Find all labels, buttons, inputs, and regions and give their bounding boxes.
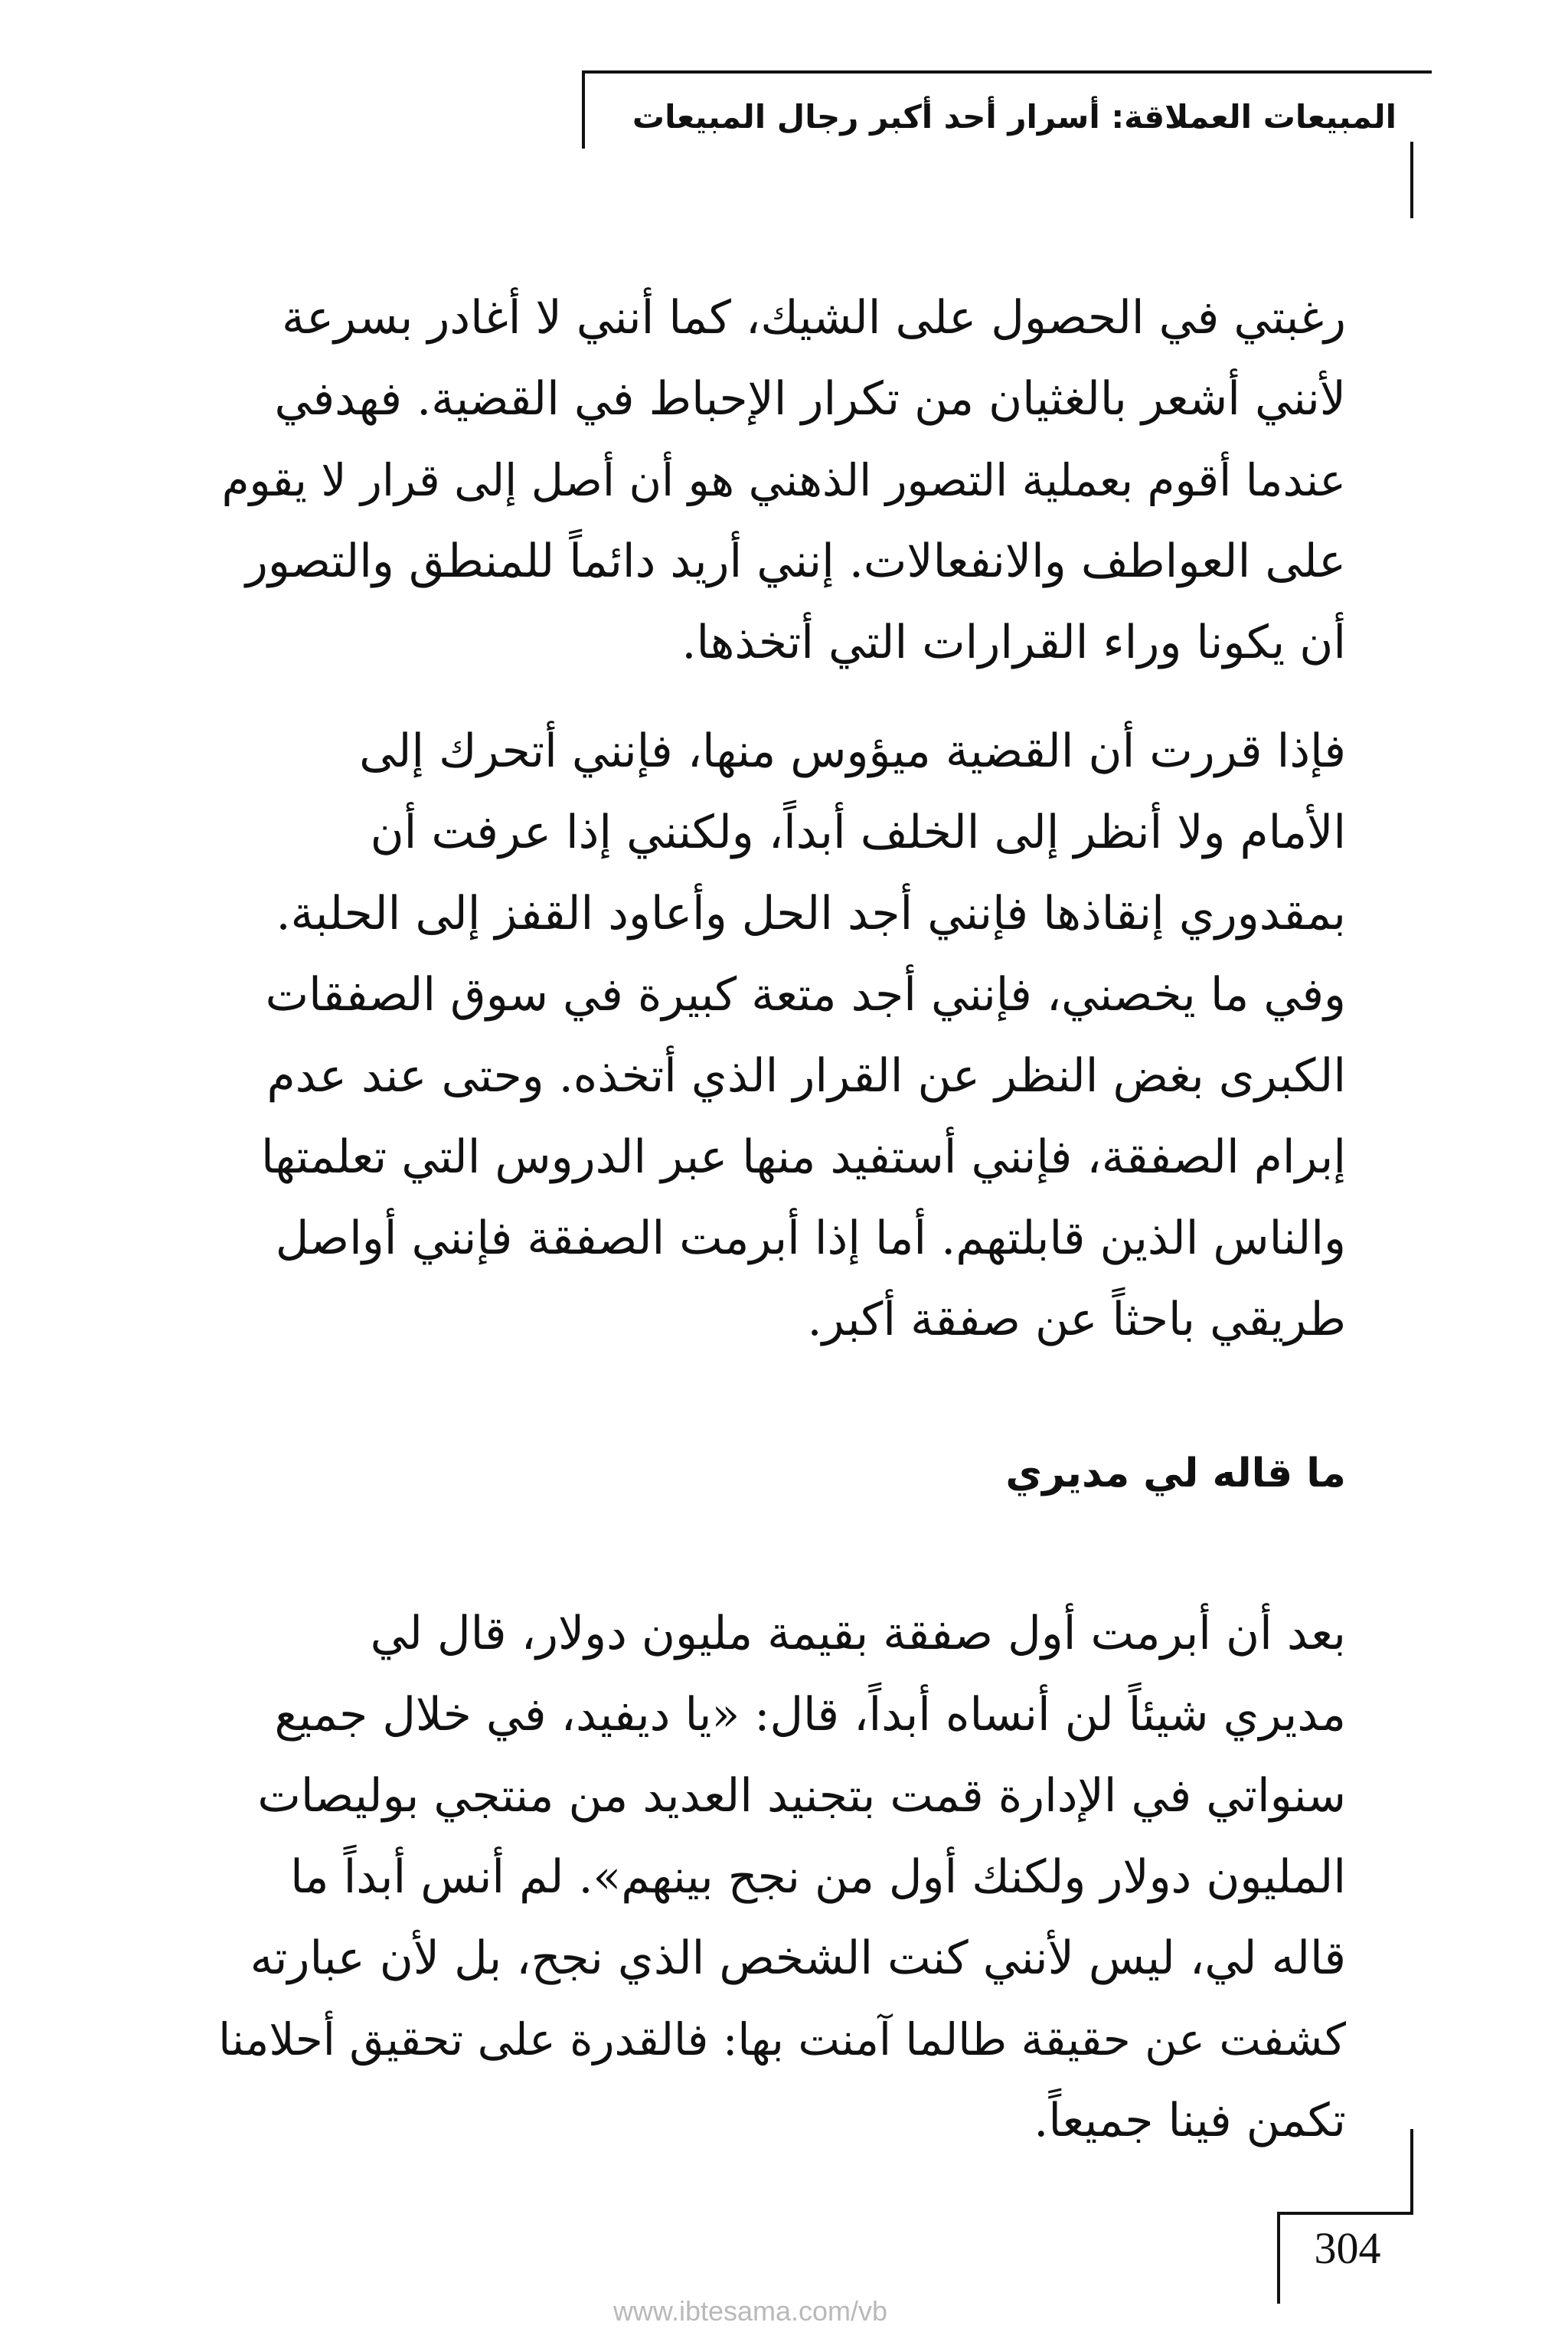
paragraph-2 [205,711,1346,1360]
text-line: رغبتي في الحصول على الشيك، كما أنني لا أغادر بسرعة [282,291,1346,345]
folio-rule-top [1277,2212,1413,2215]
text-line: بمقدوري إنقاذها فإنني أجد الحل وأعاود القفز إلى الحلبة. [276,887,1346,940]
paragraph-1 [205,277,1346,683]
section-heading: ما قاله لي مديري [1005,1451,1346,1496]
text-line: الأمام ولا أنظر إلى الخلف أبداً، ولكنني إذا عرفت أن [370,806,1346,859]
watermark-link-text: www.ibtesama.com/vb [612,2295,888,2327]
text-line: طريقي باحثاً عن صفقة أكبر. [807,1293,1346,1346]
running-title: المبيعات العملاقة: أسرار أحد أكبر رجال المبيعات [632,98,1396,136]
folio-rule-right [1410,2129,1413,2215]
header-rule-left [582,70,585,149]
text-line: كشفت عن حقيقة طالما آمنت بها: فالقدرة على تحقيق أحلامنا [218,2013,1346,2065]
text-line: بعد أن أبرمت أول صفقة بقيمة مليون دولار، قال لي [370,1607,1346,1660]
text-line: سنواتي في الإدارة قمت بتجنيد العديد من منتجي بوليصات [257,1769,1346,1823]
text-line: الكبرى بغض النظر عن القرار الذي أتخذه. وحتى عند عدم [266,1049,1346,1103]
text-line: إبرام الصفقة، فإنني أستفيد منها عبر الدروس التي تعلمتها [260,1130,1346,1184]
text-line: على العواطف والانفعالات. إنني أريد دائماً للمنطق والتصور [245,535,1346,588]
folio-rule-left [1277,2212,1280,2304]
paragraph-3 [205,1593,1346,2161]
text-line: مديري شيئاً لن أنساه أبداً، قال: «يا ديفيد، في خلال جميع [274,1688,1346,1742]
header-rule [582,70,1432,74]
text-line: والناس الذين قابلتهم. أما إذا أبرمت الصفقة فإنني أواصل [275,1212,1346,1265]
page-number: 304 [1314,2223,1381,2273]
text-line: تكمن فينا جميعاً. [1034,2094,1346,2147]
text-line: وفي ما يخصني، فإنني أجد متعة كبيرة في سوق الصفقات [265,968,1346,1022]
text-line: لأنني أشعر بالغثيان من تكرار الإحباط في القضية. فهدفي [274,372,1346,426]
text-line: المليون دولار ولكنك أول من نجح بينهم». لم أنس أبداً ما [290,1850,1346,1904]
text-line: عندما أقوم بعملية التصور الذهني هو أن أصل إلى قرار لا يقوم [221,454,1346,506]
text-line: قاله لي، ليس لأنني كنت الشخص الذي نجح، بل لأن عبارته [250,1931,1346,1985]
text-line: فإذا قررت أن القضية ميؤوس منها، فإنني أتحرك إلى [359,724,1346,778]
header-rule-right [1410,142,1413,218]
text-line: أن يكونا وراء القرارات التي أتخذها. [681,616,1346,669]
